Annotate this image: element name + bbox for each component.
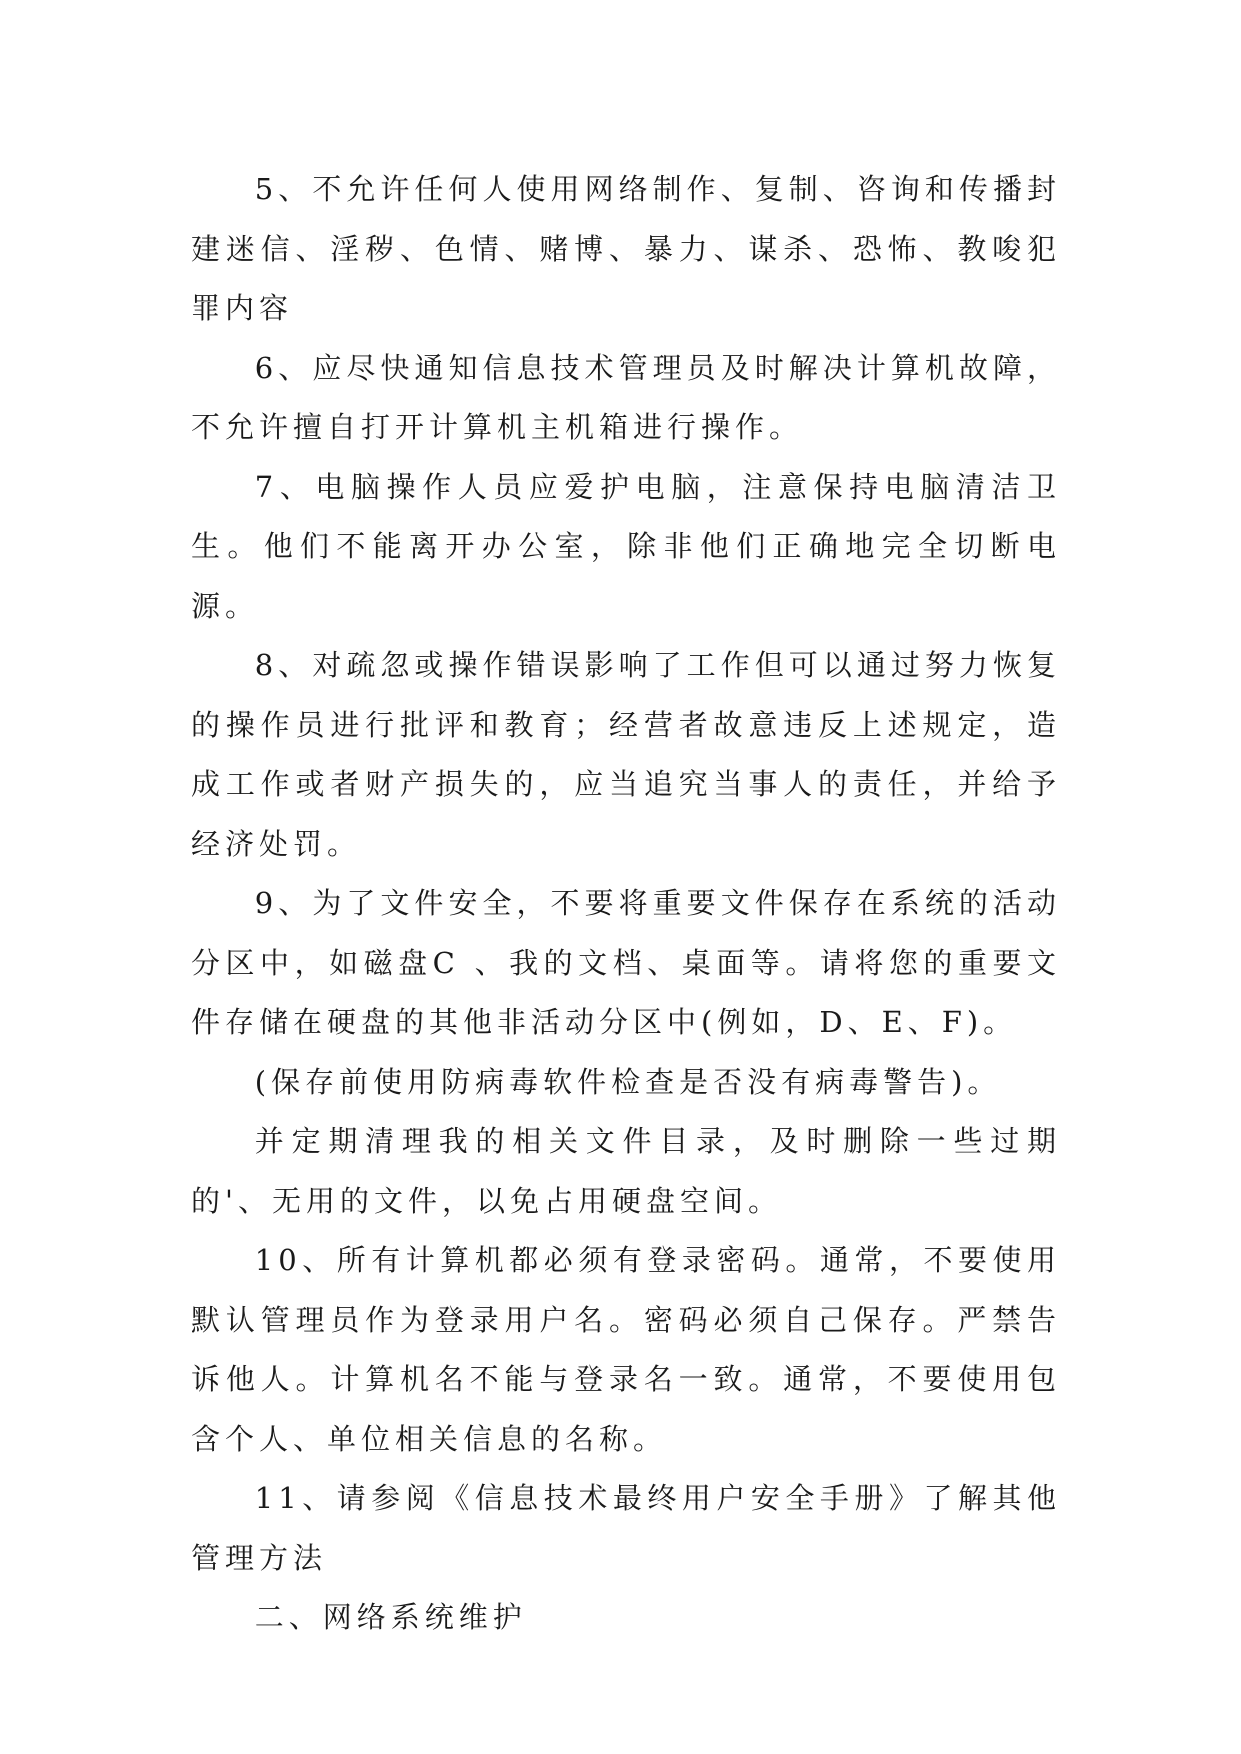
paragraph-antivirus-note: (保存前使用防病毒软件检查是否没有病毒警告)。 [254, 1064, 1002, 1099]
paragraph-rule-5: 5、不允许任何人使用网络制作、复制、咨询和传播封建迷信、淫秽、色情、赌博、暴力、谋杀、恐怖、教唆犯罪内容 [191, 172, 1061, 325]
document-body [191, 160, 1061, 1648]
paragraph-rule-9: 9、为了文件安全，不要将重要文件保存在系统的活动分区中，如磁盘C 、我的文档、桌面等。请将您的重要文件存储在硬盘的其他非活动分区中(例如，D、E、F)。 [191, 886, 1061, 1039]
paragraph-rule-8: 8、对疏忽或操作错误影响了工作但可以通过努力恢复的操作员进行批评和教育；经营者故意违反上述规定，造成工作或者财产损失的，应当追究当事人的责任，并给予经济处罚。 [191, 648, 1061, 861]
paragraph-rule-6: 6、应尽快通知信息技术管理员及时解决计算机故障，不允许擅自打开计算机主机箱进行操作。 [191, 350, 1061, 444]
paragraph-rule-10: 10、所有计算机都必须有登录密码。通常，不要使用默认管理员作为登录用户名。密码必须自己保存。严禁告诉他人。计算机名不能与登录名一致。通常，不要使用包含个人、单位相关信息的名称。 [191, 1243, 1061, 1456]
paragraph-cleanup-note: 并定期清理我的相关文件目录，及时删除一些过期的'、无用的文件，以免占用硬盘空间。 [191, 1124, 1061, 1218]
paragraph-rule-11: 11、请参阅《信息技术最终用户安全手册》了解其他管理方法 [191, 1481, 1061, 1575]
paragraph-rule-7: 7、电脑操作人员应爱护电脑，注意保持电脑清洁卫生。他们不能离开办公室，除非他们正确地完全切断电源。 [191, 469, 1061, 623]
section-heading-network-maintenance: 二、网络系统维护 [254, 1600, 527, 1634]
